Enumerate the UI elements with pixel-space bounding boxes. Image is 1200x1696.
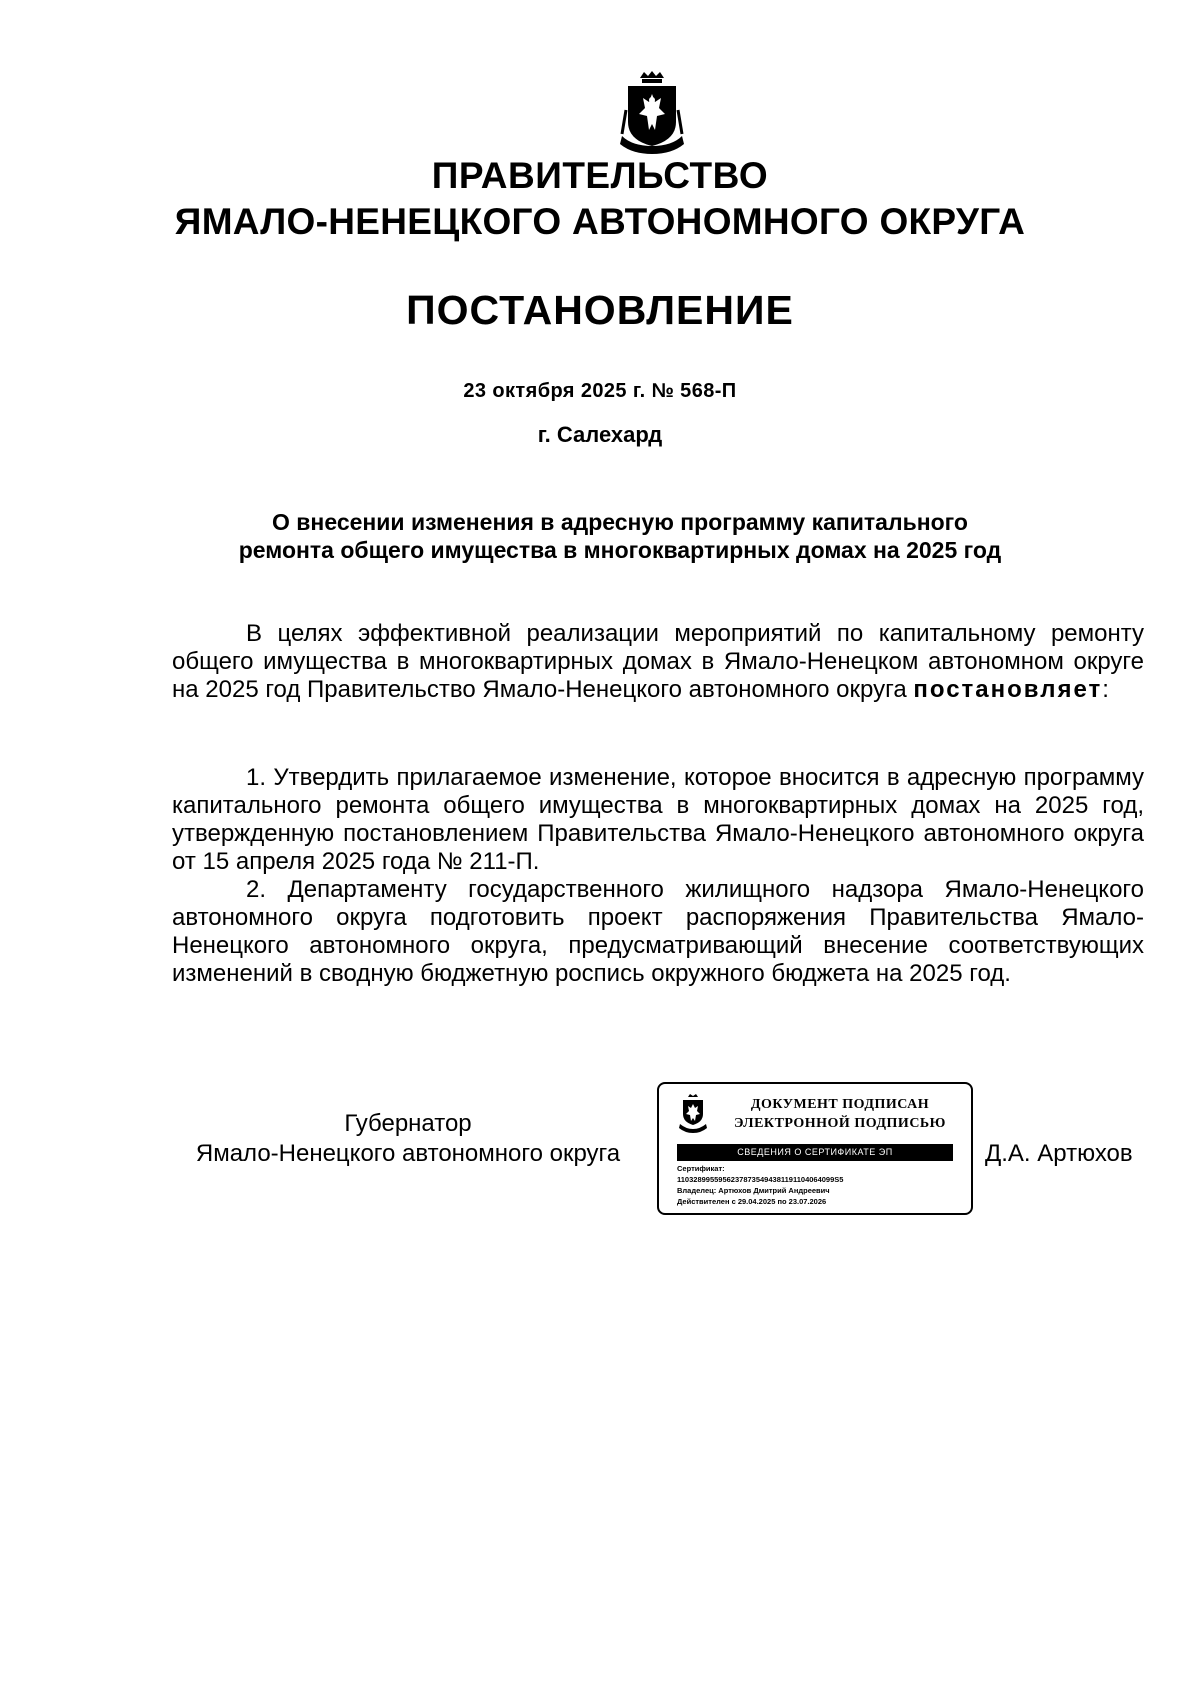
electronic-signature-stamp bbox=[657, 1082, 973, 1215]
signatory-name: Д.А. Артюхов bbox=[985, 1140, 1133, 1167]
resolution-items bbox=[172, 764, 1144, 988]
stamp-cert-number: 11032899559562378735494381191104064099S5 bbox=[677, 1175, 844, 1184]
preamble-keyword: постановляет bbox=[913, 676, 1103, 703]
resolution-item-2: 2. Департаменту государственного жилищного надзора Ямало-Ненецкого автономного округа подготовить проект распоряжения Правительства Ямало-Ненецкого автономного округа, предусматривающий внесение соответствующих изменений в сводную бюджетную роспись окружного бюджета на 2025 год. bbox=[172, 876, 1144, 987]
document-city: г. Салехард bbox=[537, 422, 663, 447]
government-name-line1: ПРАВИТЕЛЬСТВО bbox=[431, 155, 769, 196]
preamble-text: В целях эффективной реализации мероприятий по капитальному ремонту общего имущества в многоквартирных домах в Ямало-Ненецком автономном округе на 2025 год Правительство Ямало-Ненецкого автономного округа bbox=[172, 620, 1144, 703]
signatory-position-line2: Ямало-Ненецкого автономного округа bbox=[195, 1140, 621, 1167]
document-title-line2: ремонта общего имущества в многоквартирных домах на 2025 год bbox=[238, 537, 1002, 563]
stamp-title-line1: ДОКУМЕНТ ПОДПИСАН bbox=[750, 1097, 930, 1112]
coat-of-arms-icon bbox=[679, 1094, 707, 1134]
stamp-cert-label: Сертификат: bbox=[677, 1164, 725, 1173]
stamp-owner: Владелец: Артюхов Дмитрий Андреевич bbox=[677, 1186, 830, 1195]
document-title-line1: О внесении изменения в адресную программу капитального bbox=[272, 509, 968, 535]
coat-of-arms-icon bbox=[618, 70, 686, 156]
stamp-validity: Действителен с 29.04.2025 по 23.07.2026 bbox=[677, 1197, 827, 1206]
signatory-position-line1: Губернатор bbox=[344, 1110, 472, 1137]
preamble-end: : bbox=[1102, 676, 1109, 703]
resolution-item-1: 1. Утвердить прилагаемое изменение, которое вносится в адресную программу капитального ремонта общего имущества в многоквартирных домах на 2025 год, утвержденную постановлением Правительства Ямало-Ненецкого автономного округа от 15 апреля 2025 года № 211-П. bbox=[172, 764, 1144, 875]
document-type-heading: ПОСТАНОВЛЕНИЕ bbox=[406, 287, 794, 333]
stamp-title-line2: ЭЛЕКТРОННОЙ ПОДПИСЬЮ bbox=[734, 1116, 946, 1131]
preamble-paragraph bbox=[172, 620, 1144, 704]
stamp-certificate-bar: СВЕДЕНИЯ О СЕРТИФИКАТЕ ЭП bbox=[677, 1144, 953, 1161]
document-title bbox=[170, 508, 1070, 564]
signatory-position bbox=[172, 1109, 644, 1169]
document-date-number: 23 октября 2025 г. № 568-П bbox=[463, 380, 737, 402]
government-name-line2: ЯМАЛО-НЕНЕЦКОГО АВТОНОМНОГО ОКРУГА bbox=[174, 201, 1026, 242]
